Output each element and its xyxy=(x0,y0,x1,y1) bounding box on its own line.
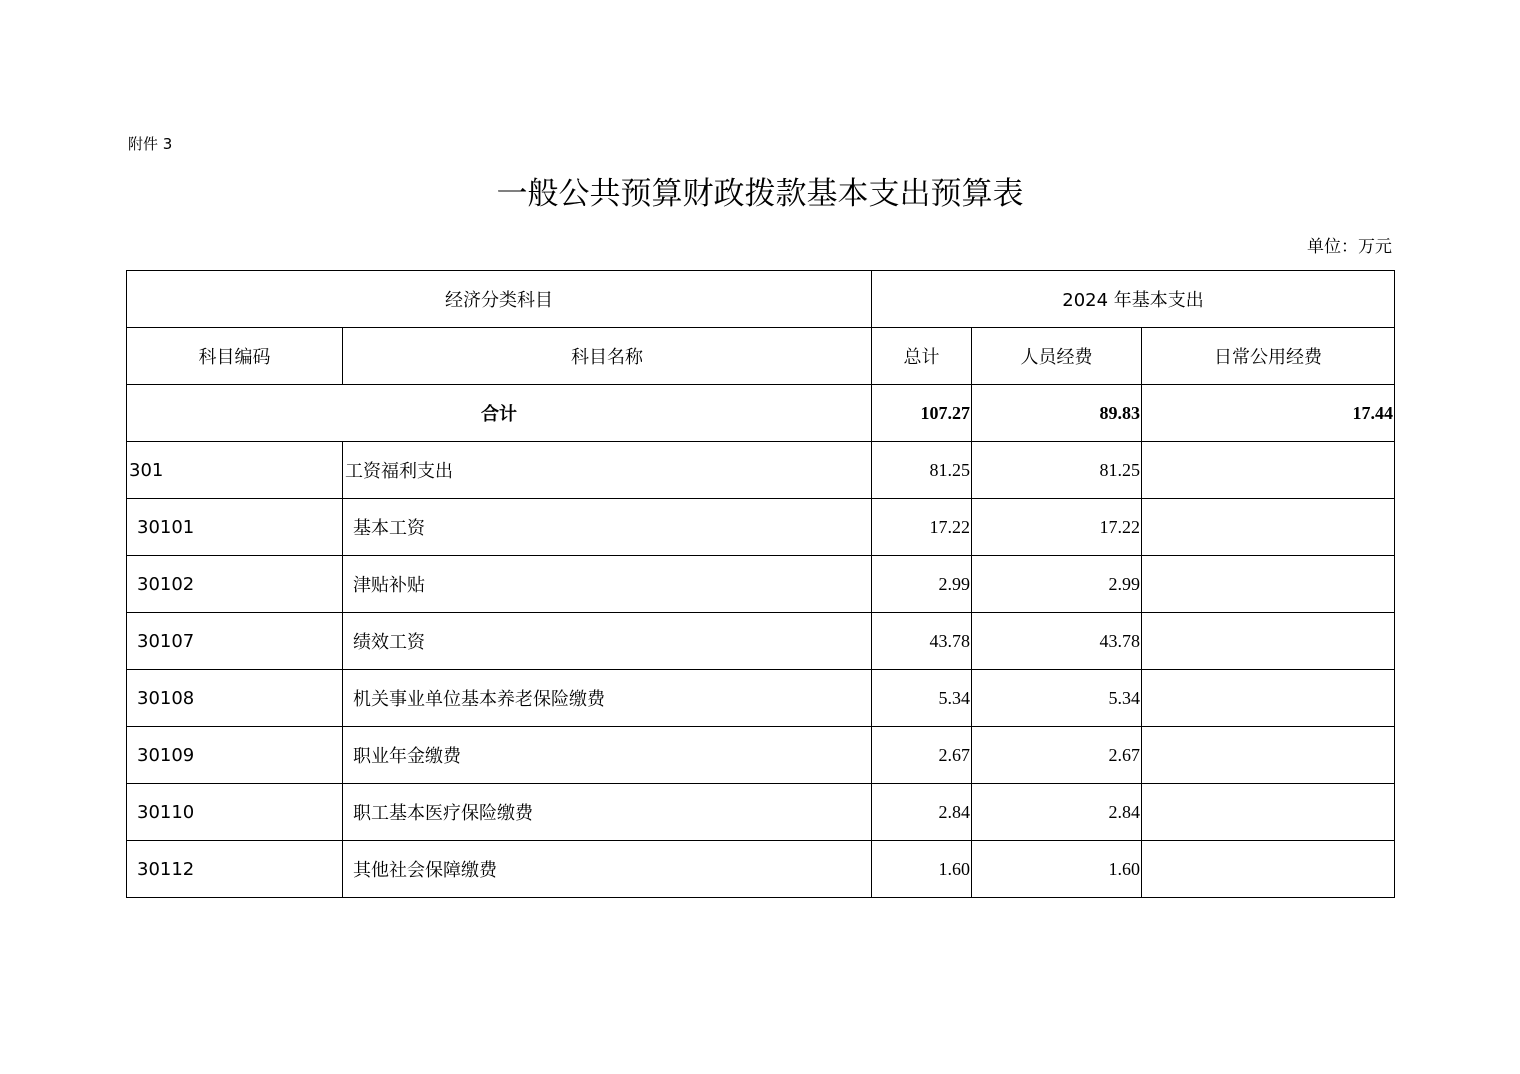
table-row xyxy=(127,670,1395,727)
row-personnel: 2.99 xyxy=(972,556,1142,613)
total-personnel: 89.83 xyxy=(972,385,1142,442)
row-name: 基本工资 xyxy=(343,499,872,556)
row-public xyxy=(1142,556,1395,613)
row-name: 工资福利支出 xyxy=(343,442,872,499)
row-name: 职工基本医疗保险缴费 xyxy=(343,784,872,841)
table-row xyxy=(127,499,1395,556)
header-column-row xyxy=(127,328,1395,385)
row-personnel: 2.67 xyxy=(972,727,1142,784)
row-total: 5.34 xyxy=(872,670,972,727)
row-public xyxy=(1142,841,1395,898)
row-name: 绩效工资 xyxy=(343,613,872,670)
row-code: 301 xyxy=(127,442,343,499)
row-public xyxy=(1142,613,1395,670)
table-row xyxy=(127,442,1395,499)
unit-label: 单位：万元 xyxy=(1307,237,1392,257)
header-code: 科目编码 xyxy=(127,328,343,385)
row-code: 30108 xyxy=(127,670,343,727)
row-code: 30112 xyxy=(127,841,343,898)
header-personnel: 人员经费 xyxy=(972,328,1142,385)
row-personnel: 17.22 xyxy=(972,499,1142,556)
row-code: 30110 xyxy=(127,784,343,841)
header-group-row xyxy=(127,271,1395,328)
table-row xyxy=(127,727,1395,784)
attachment-label: 附件 3 xyxy=(128,135,173,153)
header-name: 科目名称 xyxy=(343,328,872,385)
row-public xyxy=(1142,442,1395,499)
table-row xyxy=(127,613,1395,670)
row-total: 81.25 xyxy=(872,442,972,499)
row-code: 30102 xyxy=(127,556,343,613)
row-code: 30101 xyxy=(127,499,343,556)
row-total: 1.60 xyxy=(872,841,972,898)
row-name: 其他社会保障缴费 xyxy=(343,841,872,898)
row-public xyxy=(1142,784,1395,841)
row-total: 2.67 xyxy=(872,727,972,784)
row-total: 43.78 xyxy=(872,613,972,670)
row-personnel: 1.60 xyxy=(972,841,1142,898)
row-personnel: 43.78 xyxy=(972,613,1142,670)
row-total: 2.99 xyxy=(872,556,972,613)
row-name: 津贴补贴 xyxy=(343,556,872,613)
budget-table xyxy=(126,270,1395,898)
header-economic-classification: 经济分类科目 xyxy=(127,271,872,328)
row-public xyxy=(1142,670,1395,727)
total-total: 107.27 xyxy=(872,385,972,442)
total-public: 17.44 xyxy=(1142,385,1395,442)
row-total: 2.84 xyxy=(872,784,972,841)
table-row xyxy=(127,841,1395,898)
row-total: 17.22 xyxy=(872,499,972,556)
total-label: 合计 xyxy=(127,385,872,442)
row-personnel: 2.84 xyxy=(972,784,1142,841)
row-code: 30109 xyxy=(127,727,343,784)
page-title: 一般公共预算财政拨款基本支出预算表 xyxy=(496,176,1024,212)
table-row xyxy=(127,784,1395,841)
header-basic-expenditure: 2024 年基本支出 xyxy=(872,271,1395,328)
header-public: 日常公用经费 xyxy=(1142,328,1395,385)
table-row xyxy=(127,556,1395,613)
header-total: 总计 xyxy=(872,328,972,385)
row-personnel: 5.34 xyxy=(972,670,1142,727)
row-public xyxy=(1142,499,1395,556)
row-name: 机关事业单位基本养老保险缴费 xyxy=(343,670,872,727)
row-personnel: 81.25 xyxy=(972,442,1142,499)
total-row xyxy=(127,385,1395,442)
row-public xyxy=(1142,727,1395,784)
row-name: 职业年金缴费 xyxy=(343,727,872,784)
row-code: 30107 xyxy=(127,613,343,670)
